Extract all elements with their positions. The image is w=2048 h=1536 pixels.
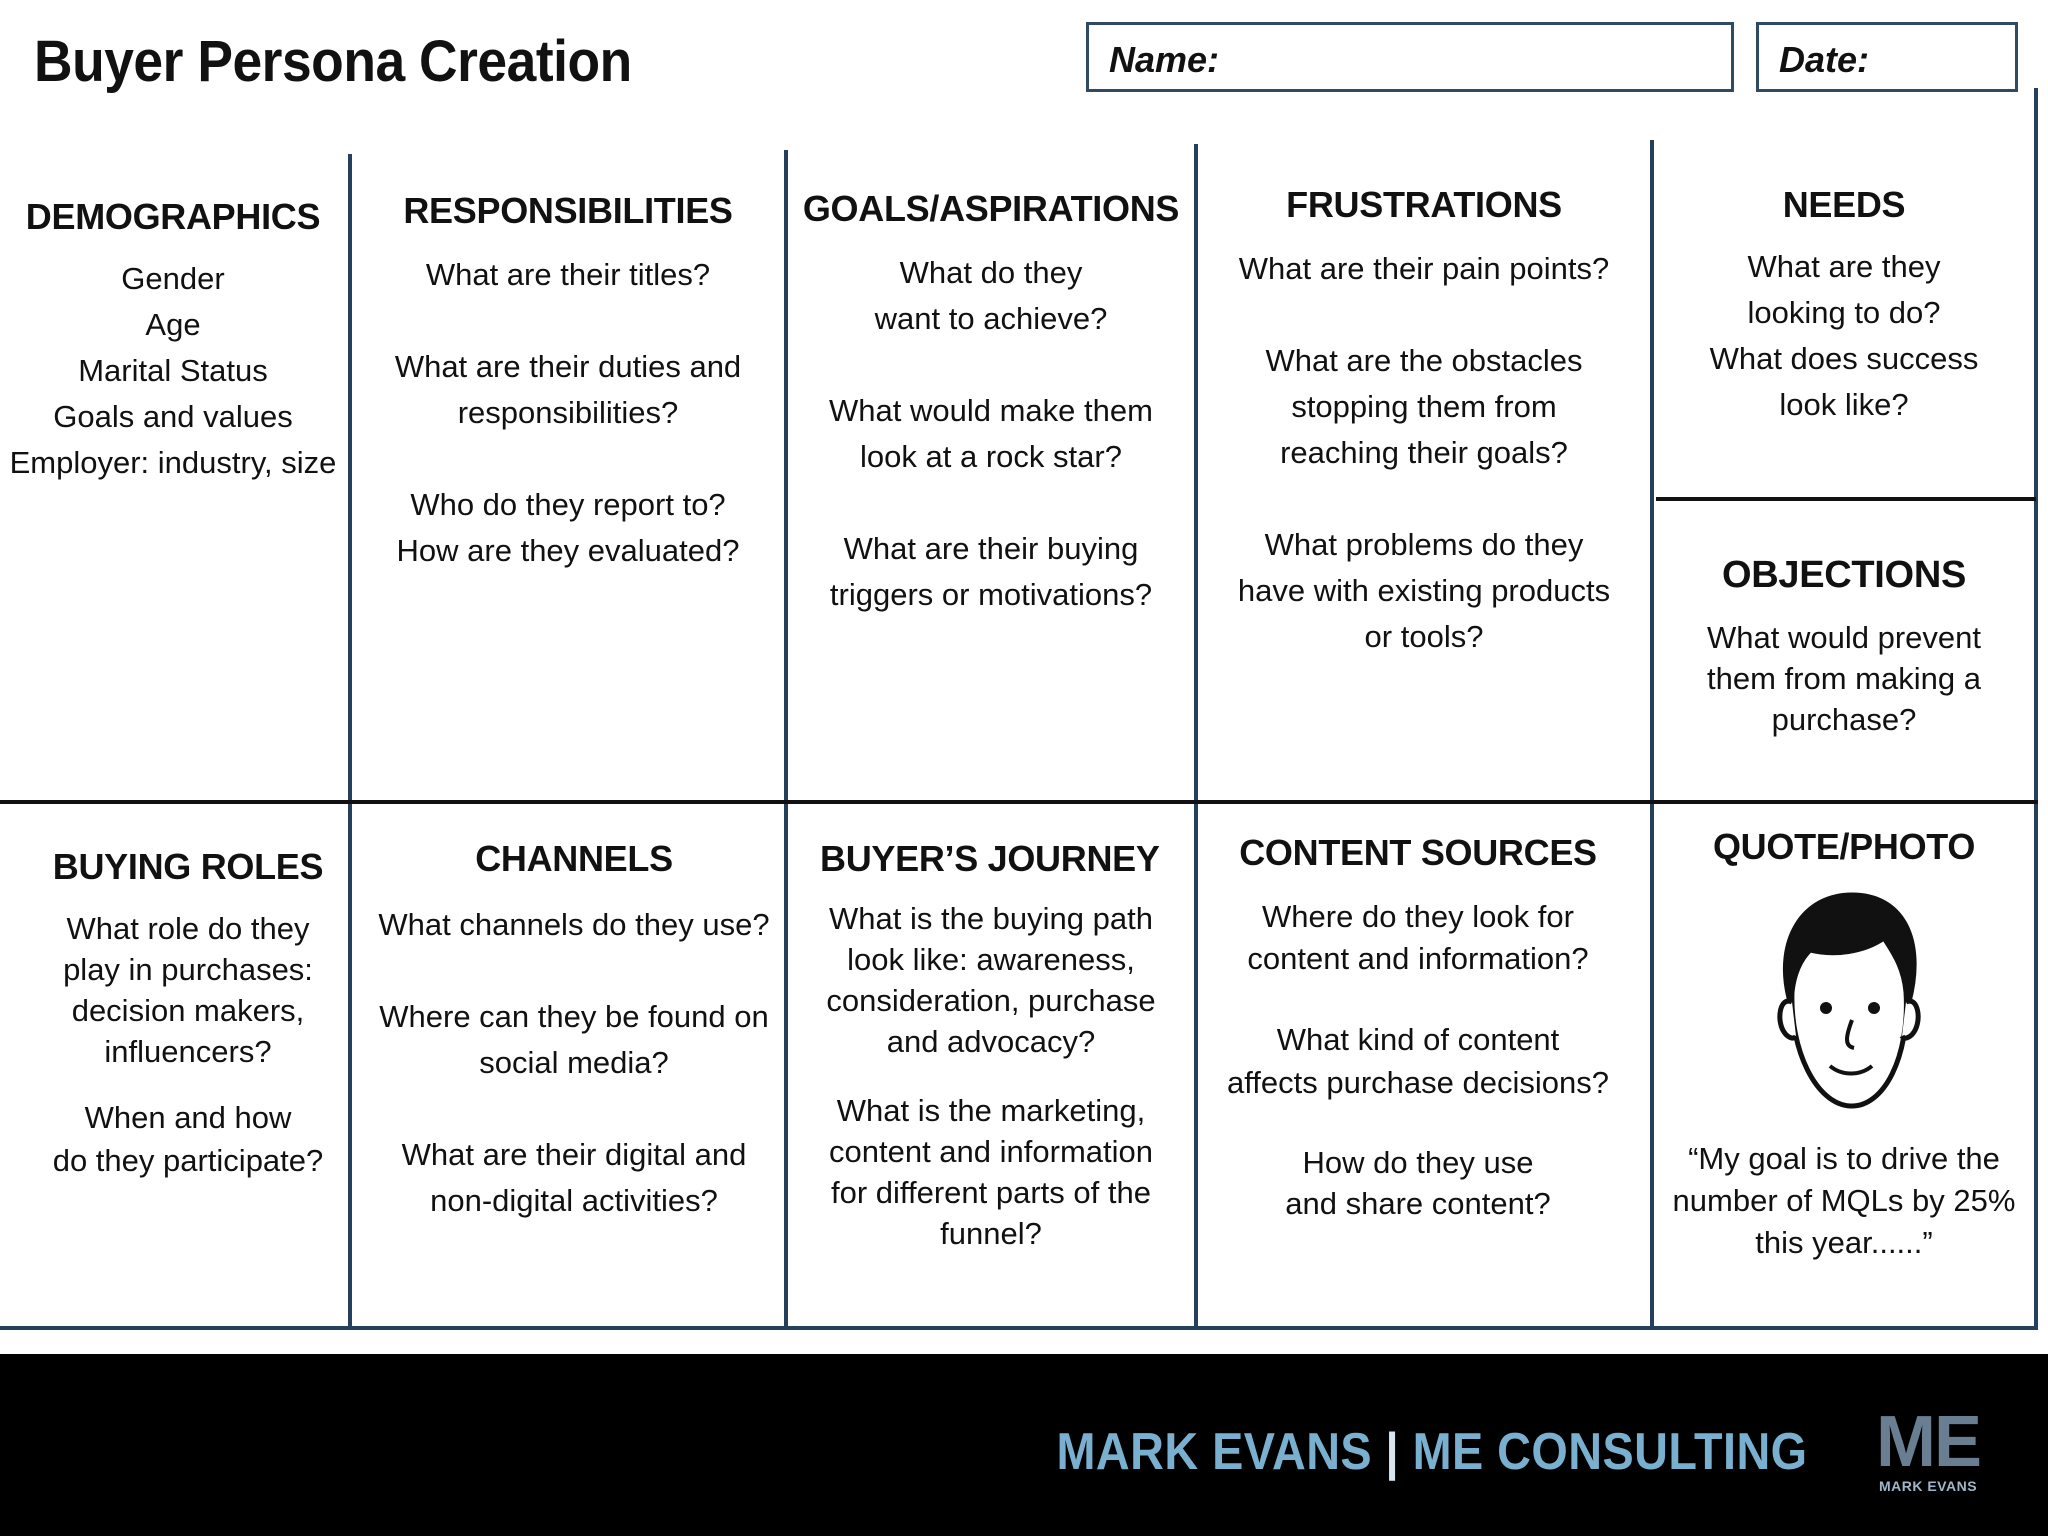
buyers-journey-section [788,838,1194,1254]
prompt-text: What would make them look at a rock star? [829,393,1153,474]
prompt-text: When and how do they participate? [52,1100,324,1178]
date-label: Date: [1779,39,1870,80]
objections-section [1654,554,2034,740]
prompt-text: What are their digital and non-digital activities? [401,1137,747,1218]
prompt-text: Where can they be found on social media? [379,999,769,1080]
section-heading: FRUSTRATIONS [1286,184,1562,225]
demographics-section [0,196,346,486]
prompt-text: What are they looking to do? What does success look like? [1709,249,1979,422]
section-heading: OBJECTIONS [1721,554,1967,596]
brand-name-right: ME CONSULTING [1413,1423,1808,1481]
section-heading: NEEDS [1782,184,1906,225]
section-heading: BUYER’S JOURNEY [820,838,1160,879]
section-heading: DEMOGRAPHICS [25,196,321,237]
grid-border [2034,88,2038,1328]
name-field[interactable] [1086,22,1734,92]
footer-banner [0,1354,2048,1536]
demographics-item: Age [145,307,201,342]
prompt-text: What is the marketing, content and information for different parts of the funnel? [829,1093,1153,1251]
prompt-text: What do they want to achieve? [874,255,1108,336]
channels-section [352,838,796,1224]
section-heading: BUYING ROLES [52,846,324,887]
brand-name-left: MARK EVANS [1056,1423,1373,1481]
prompt-text: What are their duties and responsibilities? [394,349,742,430]
persona-face-icon [1754,880,1934,1120]
needs-section [1654,184,2034,428]
prompt-text: What are their titles? [425,257,711,292]
goals-section [788,188,1194,618]
frustrations-section [1198,184,1650,660]
section-heading: GOALS/ASPIRATIONS [802,188,1180,229]
section-heading: CONTENT SOURCES [1239,832,1597,873]
prompt-text: What channels do they use? [378,907,770,942]
demographics-item: Employer: industry, size [9,445,337,480]
prompt-text: What are their pain points? [1238,251,1610,286]
demographics-item: Marital Status [78,353,268,388]
name-label: Name: [1109,39,1220,80]
brand-separator: | [1386,1423,1400,1481]
prompt-text: What kind of content affects purchase decisions? [1227,1022,1609,1100]
demographics-item: Goals and values [53,399,293,434]
responsibilities-section [352,190,784,574]
brand-name [1057,1422,1808,1482]
section-heading: QUOTE/PHOTO [1712,826,1976,867]
persona-quote: “My goal is to drive the number of MQLs by 25% this year......” [1672,1141,2016,1260]
prompt-text: What is the buying path look like: awareness, consideration, purchase and advocacy? [826,901,1156,1059]
prompt-text: What problems do they have with existing products or tools? [1237,527,1611,654]
prompt-text: Who do they report to? How are they evaluated? [396,487,740,568]
grid-border [0,1326,2038,1330]
section-heading: CHANNELS [475,838,673,879]
me-logo [1868,1402,1988,1494]
prompt-text: What are their buying triggers or motivations? [829,531,1153,612]
content-sources-section [1198,832,1638,1224]
date-field[interactable] [1756,22,2018,92]
prompt-text: How do they use and share content? [1285,1145,1551,1221]
prompt-text: What would prevent them from making a purchase? [1707,620,1981,737]
prompt-text: What are the obstacles stopping them from reaching their goals? [1265,343,1583,470]
quote-photo-section [1654,826,2034,1264]
grid-row-divider [0,800,2038,804]
prompt-text: Where do they look for content and information? [1247,899,1589,976]
section-heading: RESPONSIBILITIES [403,190,733,231]
prompt-text: What role do they play in purchases: decision makers, influencers? [63,911,313,1069]
grid-row-divider [1656,497,2036,501]
demographics-item: Gender [121,261,225,296]
logo-mark: ME [1876,1402,1980,1482]
page-title: Buyer Persona Creation [34,29,632,94]
logo-caption: MARK EVANS [1878,1478,1978,1494]
buying-roles-section [0,846,376,1182]
